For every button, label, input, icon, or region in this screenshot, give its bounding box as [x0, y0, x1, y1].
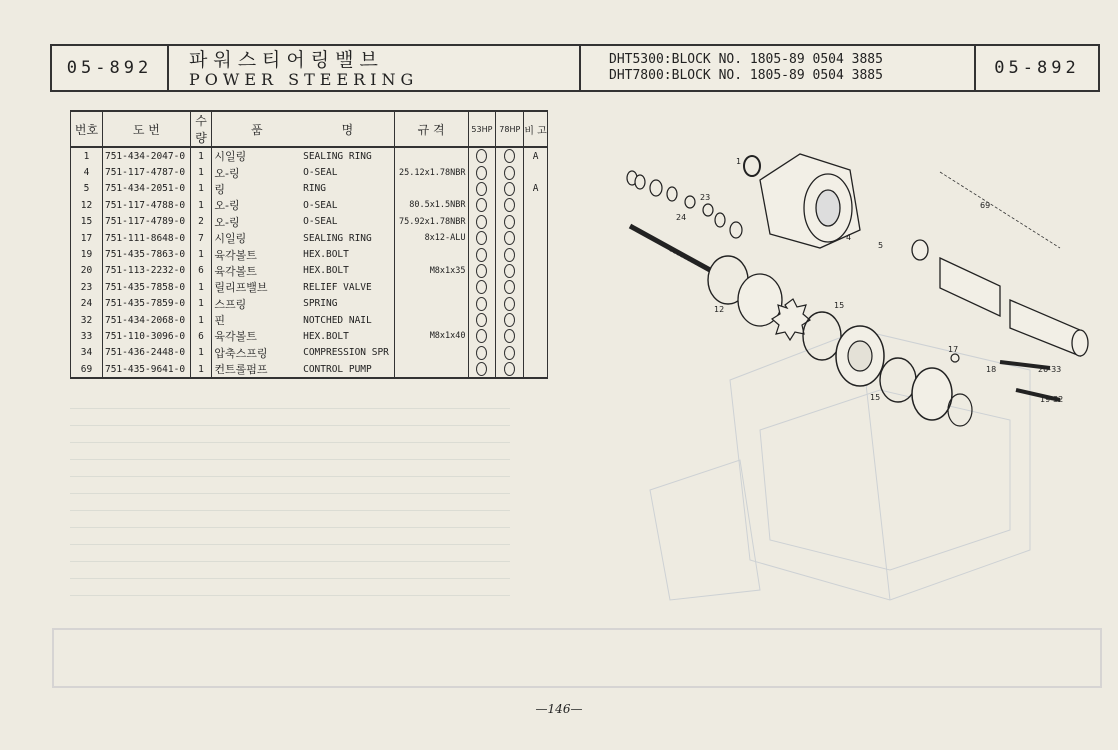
- name-english: O-SEAL: [301, 164, 394, 180]
- row-number: 5: [71, 181, 103, 197]
- circle-mark-icon: [504, 346, 515, 360]
- name-korean: 시일링: [212, 147, 301, 164]
- circle-mark-icon: [504, 166, 515, 180]
- row-number: 33: [71, 328, 103, 344]
- circle-mark-icon: [476, 297, 487, 311]
- name-korean: 오-링: [212, 214, 301, 230]
- table-row: [71, 164, 548, 180]
- svg-text:20-33: 20-33: [1038, 365, 1062, 374]
- name-korean: 육각볼트: [212, 328, 301, 344]
- remark: A: [524, 181, 548, 197]
- svg-text:5: 5: [878, 241, 884, 250]
- circle-mark-icon: [504, 231, 515, 245]
- part-number: 751-434-2068-0: [102, 312, 190, 328]
- part-number: 751-117-4787-0: [102, 164, 190, 180]
- part-number: 751-435-7858-0: [102, 279, 190, 295]
- name-korean: 스프링: [212, 296, 301, 312]
- circle-mark-icon: [504, 329, 515, 343]
- remark: [524, 296, 548, 312]
- name-korean: 압축스프링: [212, 345, 301, 361]
- bolts: [951, 354, 1060, 400]
- quantity: 7: [190, 230, 212, 246]
- applies-53hp: [468, 279, 496, 295]
- name-english: HEX.BOLT: [301, 328, 394, 344]
- remark: [524, 361, 548, 378]
- svg-text:69: 69: [980, 201, 991, 210]
- applies-78hp: [496, 279, 524, 295]
- row-number: 4: [71, 164, 103, 180]
- applies-53hp: [468, 230, 496, 246]
- applies-78hp: [496, 263, 524, 279]
- remark: [524, 230, 548, 246]
- applies-53hp: [468, 164, 496, 180]
- page-header: [50, 44, 1100, 92]
- quantity: 1: [190, 147, 212, 164]
- specification: [394, 147, 468, 164]
- control-spool: [912, 240, 1088, 356]
- remark: [524, 263, 548, 279]
- quantity: 6: [190, 263, 212, 279]
- svg-text:19-32: 19-32: [1040, 395, 1064, 404]
- applies-53hp: [468, 296, 496, 312]
- table-row: [71, 312, 548, 328]
- name-english: SEALING RING: [301, 230, 394, 246]
- page-number: —146—: [535, 702, 583, 716]
- specification: [394, 345, 468, 361]
- table-row: [71, 345, 548, 361]
- name-english: HEX.BOLT: [301, 263, 394, 279]
- circle-mark-icon: [476, 313, 487, 327]
- col-header-remarks: 비 고: [524, 111, 548, 147]
- svg-text:15: 15: [834, 301, 845, 310]
- circle-mark-icon: [504, 264, 515, 278]
- name-korean: 링: [212, 181, 301, 197]
- quantity: 1: [190, 312, 212, 328]
- specification: 8x12-ALU: [394, 230, 468, 246]
- col-header-qty: 수량: [190, 111, 212, 147]
- part-number: 751-117-4788-0: [102, 197, 190, 213]
- applies-78hp: [496, 361, 524, 378]
- part-number: 751-434-2047-0: [102, 147, 190, 164]
- svg-text:4: 4: [846, 233, 852, 242]
- applies-53hp: [468, 312, 496, 328]
- quantity: 1: [190, 246, 212, 262]
- name-english: COMPRESSION SPR: [301, 345, 394, 361]
- applies-53hp: [468, 197, 496, 213]
- part-number: 751-436-2448-0: [102, 345, 190, 361]
- applies-53hp: [468, 263, 496, 279]
- row-number: 69: [71, 361, 103, 378]
- remark: [524, 279, 548, 295]
- svg-text:17: 17: [948, 345, 959, 354]
- name-english: NOTCHED NAIL: [301, 312, 394, 328]
- circle-mark-icon: [504, 149, 515, 163]
- title-korean: 파워스티어링밸브: [189, 49, 384, 71]
- applies-78hp: [496, 312, 524, 328]
- specification: 80.5x1.5NBR: [394, 197, 468, 213]
- quantity: 1: [190, 345, 212, 361]
- part-number: 751-117-4789-0: [102, 214, 190, 230]
- name-english: SPRING: [301, 296, 394, 312]
- name-korean: 릴리프밸브: [212, 279, 301, 295]
- svg-text:18: 18: [986, 365, 997, 374]
- parts-table: [70, 110, 548, 379]
- bleed-through-table: [70, 392, 510, 622]
- part-number: 751-435-9641-0: [102, 361, 190, 378]
- row-number: 17: [71, 230, 103, 246]
- applies-78hp: [496, 164, 524, 180]
- remark: [524, 214, 548, 230]
- applies-78hp: [496, 328, 524, 344]
- name-korean: 시일링: [212, 230, 301, 246]
- applies-53hp: [468, 361, 496, 378]
- table-row: [71, 197, 548, 213]
- relief-valve-assembly: [627, 171, 742, 238]
- circle-mark-icon: [504, 362, 515, 376]
- table-row: [71, 214, 548, 230]
- name-korean: 오-링: [212, 164, 301, 180]
- name-korean: 오-링: [212, 197, 301, 213]
- specification: [394, 361, 468, 378]
- circle-mark-icon: [476, 182, 487, 196]
- svg-text:1: 1: [736, 157, 742, 166]
- applies-78hp: [496, 147, 524, 164]
- block-line-1: DHT5300:BLOCK NO. 1805-89 0504 3885: [609, 52, 883, 67]
- name-english: HEX.BOLT: [301, 246, 394, 262]
- quantity: 1: [190, 279, 212, 295]
- applies-78hp: [496, 181, 524, 197]
- remark: [524, 164, 548, 180]
- exploded-diagram: [560, 130, 1100, 610]
- circle-mark-icon: [504, 198, 515, 212]
- applies-78hp: [496, 345, 524, 361]
- quantity: 6: [190, 328, 212, 344]
- svg-text:12: 12: [714, 305, 725, 314]
- specification: M8x1x40: [394, 328, 468, 344]
- quantity: 1: [190, 361, 212, 378]
- section-code-left: 05-892: [52, 46, 169, 90]
- applies-78hp: [496, 296, 524, 312]
- circle-mark-icon: [476, 248, 487, 262]
- svg-text:15: 15: [870, 393, 881, 402]
- table-row: [71, 361, 548, 378]
- circle-mark-icon: [504, 248, 515, 262]
- applies-53hp: [468, 345, 496, 361]
- remark: [524, 246, 548, 262]
- table-row: [71, 181, 548, 197]
- specification: [394, 279, 468, 295]
- applies-53hp: [468, 328, 496, 344]
- specification: [394, 246, 468, 262]
- circle-mark-icon: [504, 280, 515, 294]
- circle-mark-icon: [504, 215, 515, 229]
- quantity: 2: [190, 214, 212, 230]
- title-english: POWER STEERING: [189, 70, 419, 89]
- pump-housing: [760, 154, 860, 248]
- quantity: 1: [190, 164, 212, 180]
- circle-mark-icon: [504, 182, 515, 196]
- name-korean: 컨트롤펌프: [212, 361, 301, 378]
- table-header-row: [71, 111, 548, 147]
- applies-53hp: [468, 214, 496, 230]
- col-header-name-1: 품: [212, 111, 301, 147]
- title-block: [169, 46, 581, 90]
- part-number: 751-113-2232-0: [102, 263, 190, 279]
- block-line-2: DHT7800:BLOCK NO. 1805-89 0504 3885: [609, 68, 883, 83]
- part-number: 751-111-8648-0: [102, 230, 190, 246]
- circle-mark-icon: [476, 280, 487, 294]
- part-number: 751-435-7863-0: [102, 246, 190, 262]
- power-steering-exploded-view: [560, 130, 1100, 610]
- name-english: RELIEF VALVE: [301, 279, 394, 295]
- applies-53hp: [468, 181, 496, 197]
- row-number: 24: [71, 296, 103, 312]
- circle-mark-icon: [504, 313, 515, 327]
- applies-78hp: [496, 230, 524, 246]
- table-row: [71, 230, 548, 246]
- applies-78hp: [496, 197, 524, 213]
- table-row: [71, 246, 548, 262]
- applies-78hp: [496, 246, 524, 262]
- name-english: O-SEAL: [301, 197, 394, 213]
- name-english: RING: [301, 181, 394, 197]
- col-header-spec: 규 격: [394, 111, 468, 147]
- circle-mark-icon: [476, 166, 487, 180]
- remark: [524, 197, 548, 213]
- row-number: 15: [71, 214, 103, 230]
- specification: [394, 296, 468, 312]
- svg-text:24: 24: [676, 213, 687, 222]
- circle-mark-icon: [476, 362, 487, 376]
- remark: A: [524, 147, 548, 164]
- name-english: SEALING RING: [301, 147, 394, 164]
- row-number: 12: [71, 197, 103, 213]
- remark: [524, 345, 548, 361]
- name-korean: 핀: [212, 312, 301, 328]
- part-number: 751-435-7859-0: [102, 296, 190, 312]
- circle-mark-icon: [476, 198, 487, 212]
- row-number: 19: [71, 246, 103, 262]
- specification: [394, 312, 468, 328]
- bleed-through-footer: [52, 628, 1102, 688]
- specification: 75.92x1.78NBR: [394, 214, 468, 230]
- col-header-53hp: 53HP: [468, 111, 496, 147]
- applies-53hp: [468, 246, 496, 262]
- row-number: 20: [71, 263, 103, 279]
- svg-text:23: 23: [700, 193, 711, 202]
- remark: [524, 328, 548, 344]
- col-header-name-2: 명: [301, 111, 394, 147]
- specification: [394, 181, 468, 197]
- section-code-right: 05-892: [994, 58, 1080, 78]
- table-row: [71, 147, 548, 164]
- name-english: O-SEAL: [301, 214, 394, 230]
- name-korean: 육각볼트: [212, 263, 301, 279]
- table-row: [71, 263, 548, 279]
- circle-mark-icon: [476, 329, 487, 343]
- row-number: 1: [71, 147, 103, 164]
- col-header-no: 번호: [71, 111, 103, 147]
- row-number: 32: [71, 312, 103, 328]
- row-number: 34: [71, 345, 103, 361]
- part-number: 751-434-2051-0: [102, 181, 190, 197]
- circle-mark-icon: [476, 346, 487, 360]
- row-number: 23: [71, 279, 103, 295]
- quantity: 1: [190, 181, 212, 197]
- quantity: 1: [190, 197, 212, 213]
- table-row: [71, 279, 548, 295]
- remark: [524, 312, 548, 328]
- circle-mark-icon: [476, 149, 487, 163]
- applies-53hp: [468, 147, 496, 164]
- specification: 25.12x1.78NBR: [394, 164, 468, 180]
- col-header-78hp: 78HP: [496, 111, 524, 147]
- quantity: 1: [190, 296, 212, 312]
- name-english: CONTROL PUMP: [301, 361, 394, 378]
- block-numbers: [581, 46, 976, 90]
- applies-78hp: [496, 214, 524, 230]
- col-header-part-number: 도 번: [102, 111, 190, 147]
- name-korean: 육각볼트: [212, 246, 301, 262]
- table-row: [71, 328, 548, 344]
- circle-mark-icon: [476, 264, 487, 278]
- circle-mark-icon: [476, 215, 487, 229]
- table-row: [71, 296, 548, 312]
- specification: M8x1x35: [394, 263, 468, 279]
- part-number: 751-110-3096-0: [102, 328, 190, 344]
- circle-mark-icon: [504, 297, 515, 311]
- circle-mark-icon: [476, 231, 487, 245]
